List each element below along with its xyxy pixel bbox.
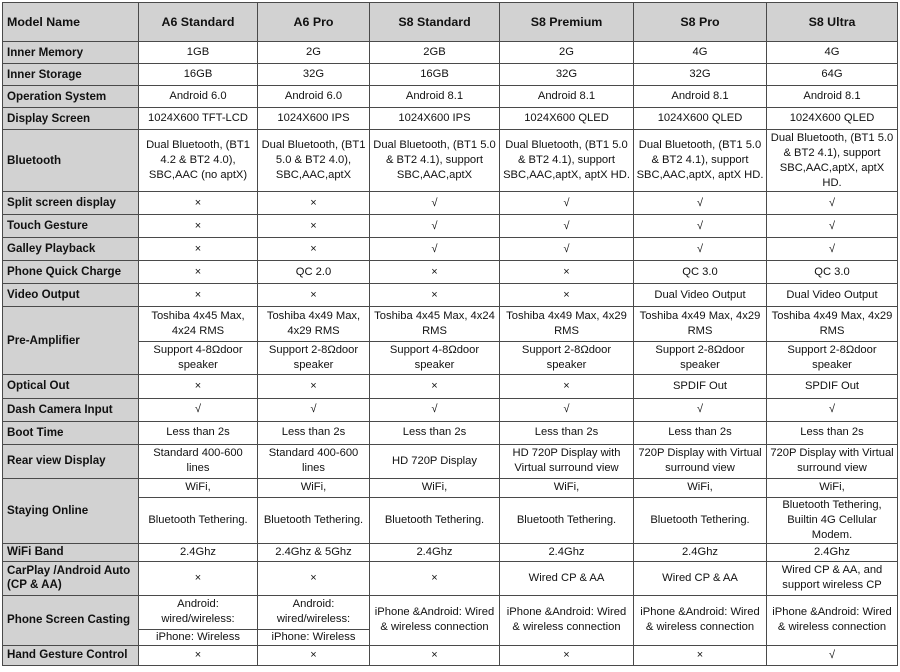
cell: ×	[139, 284, 258, 307]
cell: Android 8.1	[767, 86, 898, 108]
row-label: Touch Gesture	[3, 215, 139, 238]
cell: Android 6.0	[139, 86, 258, 108]
cell: Dual Bluetooth, (BT1 5.0 & BT2 4.1), support SBC,AAC,aptX, aptX HD.	[634, 130, 767, 192]
row-label: Boot Time	[3, 421, 139, 444]
cell: Support 4-8Ωdoor speaker	[370, 342, 500, 375]
cell: Dual Bluetooth, (BT1 5.0 & BT2 4.1), support SBC,AAC,aptX, aptX HD.	[500, 130, 634, 192]
row-label: Phone Quick Charge	[3, 261, 139, 284]
cell: 1024X600 IPS	[258, 108, 370, 130]
cell: √	[634, 215, 767, 238]
cell: WiFi,	[634, 478, 767, 497]
cell: Standard 400-600 lines	[139, 444, 258, 478]
cell: Bluetooth Tethering.	[370, 497, 500, 543]
cell: ×	[258, 561, 370, 595]
cell: √	[634, 238, 767, 261]
row-bluetooth	[3, 130, 898, 192]
cell: iPhone &Android: Wired & wireless connection	[370, 595, 500, 645]
cell: Android 8.1	[370, 86, 500, 108]
model-header-a6-standard: A6 Standard	[139, 3, 258, 42]
model-header-s8-standard: S8 Standard	[370, 3, 500, 42]
cell: ×	[500, 645, 634, 665]
cell: √	[500, 215, 634, 238]
cell: ×	[500, 284, 634, 307]
cell: QC 2.0	[258, 261, 370, 284]
row-carplay	[3, 561, 898, 595]
cell: ×	[139, 375, 258, 398]
cell: 1024X600 QLED	[500, 108, 634, 130]
cell: ×	[258, 215, 370, 238]
cell: Android 8.1	[634, 86, 767, 108]
cell: 16GB	[370, 64, 500, 86]
cell: Dual Bluetooth, (BT1 5.0 & BT2 4.1), support SBC,AAC,aptX	[370, 130, 500, 192]
cell: Dual Video Output	[634, 284, 767, 307]
row-label: WiFi Band	[3, 543, 139, 561]
cell: Less than 2s	[634, 421, 767, 444]
cell: WiFi,	[370, 478, 500, 497]
cell: Android 8.1	[500, 86, 634, 108]
cell: Bluetooth Tethering.	[139, 497, 258, 543]
row-label: CarPlay /Android Auto (CP & AA)	[3, 561, 139, 595]
cell: Support 4-8Ωdoor speaker	[139, 342, 258, 375]
cell: Dual Bluetooth, (BT1 5.0 & BT2 4.1), support SBC,AAC,aptX, aptX HD.	[767, 130, 898, 192]
cell: √	[370, 398, 500, 421]
row-staying-online	[3, 478, 898, 497]
row-label: Pre-Amplifier	[3, 307, 139, 375]
cell: iPhone: Wireless	[258, 629, 370, 645]
cell: Wired CP & AA	[500, 561, 634, 595]
cell: Dual Bluetooth, (BT1 5.0 & BT2 4.0), SBC,AAC,aptX	[258, 130, 370, 192]
cell: √	[370, 238, 500, 261]
cell: 16GB	[139, 64, 258, 86]
row-hand-gesture	[3, 645, 898, 665]
cell: Standard 400-600 lines	[258, 444, 370, 478]
cell: SPDIF Out	[767, 375, 898, 398]
cell: ×	[634, 645, 767, 665]
cell: Toshiba 4x49 Max, 4x29 RMS	[258, 307, 370, 342]
cell: ×	[258, 645, 370, 665]
cell: 2.4Ghz	[500, 543, 634, 561]
cell: 1GB	[139, 42, 258, 64]
cell: 2GB	[370, 42, 500, 64]
model-header-s8-pro: S8 Pro	[634, 3, 767, 42]
cell: Android: wired/wireless:	[258, 595, 370, 629]
row-label: Display Screen	[3, 108, 139, 130]
row-inner-memory	[3, 42, 898, 64]
cell: HD 720P Display	[370, 444, 500, 478]
cell: 720P Display with Virtual surround view	[767, 444, 898, 478]
row-wifi-band	[3, 543, 898, 561]
cell: √	[767, 645, 898, 665]
spec-comparison-table	[2, 2, 898, 666]
cell: √	[634, 192, 767, 215]
cell: WiFi,	[258, 478, 370, 497]
cell: √	[767, 215, 898, 238]
row-operation-system	[3, 86, 898, 108]
cell: 32G	[634, 64, 767, 86]
cell: Bluetooth Tethering.	[258, 497, 370, 543]
cell: √	[258, 398, 370, 421]
row-optical-out	[3, 375, 898, 398]
cell: Toshiba 4x49 Max, 4x29 RMS	[634, 307, 767, 342]
cell: ×	[139, 238, 258, 261]
cell: Wired CP & AA, and support wireless CP	[767, 561, 898, 595]
cell: WiFi,	[500, 478, 634, 497]
cell: Support 2-8Ωdoor speaker	[634, 342, 767, 375]
cell: iPhone &Android: Wired & wireless connection	[634, 595, 767, 645]
cell: QC 3.0	[767, 261, 898, 284]
cell: 2.4Ghz & 5Ghz	[258, 543, 370, 561]
cell: ×	[139, 215, 258, 238]
row-label: Bluetooth	[3, 130, 139, 192]
cell: 2G	[258, 42, 370, 64]
cell: Toshiba 4x45 Max, 4x24 RMS	[139, 307, 258, 342]
cell: ×	[139, 261, 258, 284]
cell: Less than 2s	[767, 421, 898, 444]
row-label: Staying Online	[3, 478, 139, 543]
cell: ×	[370, 284, 500, 307]
cell: Less than 2s	[500, 421, 634, 444]
cell: ×	[370, 375, 500, 398]
cell: Bluetooth Tethering, Builtin 4G Cellular Modem.	[767, 497, 898, 543]
row-galley-playback	[3, 238, 898, 261]
cell: Android: wired/wireless:	[139, 595, 258, 629]
cell: HD 720P Display with Virtual surround view	[500, 444, 634, 478]
row-phone-casting	[3, 595, 898, 629]
header-row	[3, 3, 898, 42]
cell: √	[500, 398, 634, 421]
cell: WiFi,	[767, 478, 898, 497]
row-display-screen	[3, 108, 898, 130]
row-video-output	[3, 284, 898, 307]
row-label: Video Output	[3, 284, 139, 307]
cell: Less than 2s	[258, 421, 370, 444]
row-label: Inner Storage	[3, 64, 139, 86]
cell: SPDIF Out	[634, 375, 767, 398]
cell: ×	[370, 561, 500, 595]
cell: Dual Video Output	[767, 284, 898, 307]
cell: 720P Display with Virtual surround view	[634, 444, 767, 478]
cell: √	[500, 192, 634, 215]
cell: √	[139, 398, 258, 421]
row-label: Phone Screen Casting	[3, 595, 139, 645]
cell: Dual Bluetooth, (BT1 4.2 & BT2 4.0), SBC,AAC (no aptX)	[139, 130, 258, 192]
cell: Less than 2s	[139, 421, 258, 444]
row-label: Galley Playback	[3, 238, 139, 261]
cell: 4G	[767, 42, 898, 64]
row-pre-amplifier	[3, 307, 898, 342]
cell: 64G	[767, 64, 898, 86]
cell: Bluetooth Tethering.	[500, 497, 634, 543]
cell: iPhone &Android: Wired & wireless connection	[767, 595, 898, 645]
cell: Support 2-8Ωdoor speaker	[767, 342, 898, 375]
cell: QC 3.0	[634, 261, 767, 284]
cell: 1024X600 TFT-LCD	[139, 108, 258, 130]
row-label: Dash Camera Input	[3, 398, 139, 421]
cell: √	[500, 238, 634, 261]
cell: Less than 2s	[370, 421, 500, 444]
row-boot-time	[3, 421, 898, 444]
row-split-screen	[3, 192, 898, 215]
cell: Toshiba 4x45 Max, 4x24 RMS	[370, 307, 500, 342]
cell: ×	[139, 561, 258, 595]
cell: 4G	[634, 42, 767, 64]
cell: Support 2-8Ωdoor speaker	[500, 342, 634, 375]
row-label: Split screen display	[3, 192, 139, 215]
cell: 32G	[500, 64, 634, 86]
cell: Android 6.0	[258, 86, 370, 108]
row-label: Hand Gesture Control	[3, 645, 139, 665]
cell: 2.4Ghz	[370, 543, 500, 561]
model-header-s8-ultra: S8 Ultra	[767, 3, 898, 42]
cell: ×	[500, 261, 634, 284]
row-label: Operation System	[3, 86, 139, 108]
cell: ×	[370, 261, 500, 284]
cell: √	[767, 398, 898, 421]
cell: 1024X600 QLED	[634, 108, 767, 130]
cell: iPhone: Wireless	[139, 629, 258, 645]
cell: Toshiba 4x49 Max, 4x29 RMS	[767, 307, 898, 342]
cell: Bluetooth Tethering.	[634, 497, 767, 543]
row-touch-gesture	[3, 215, 898, 238]
model-header-a6-pro: A6 Pro	[258, 3, 370, 42]
cell: Support 2-8Ωdoor speaker	[258, 342, 370, 375]
cell: ×	[258, 192, 370, 215]
cell: 2G	[500, 42, 634, 64]
cell: 32G	[258, 64, 370, 86]
cell: √	[370, 192, 500, 215]
cell: ×	[258, 284, 370, 307]
row-rear-view	[3, 444, 898, 478]
cell: 2.4Ghz	[634, 543, 767, 561]
cell: WiFi,	[139, 478, 258, 497]
row-label: Optical Out	[3, 375, 139, 398]
cell: Wired CP & AA	[634, 561, 767, 595]
cell: ×	[370, 645, 500, 665]
cell: 1024X600 IPS	[370, 108, 500, 130]
cell: 2.4Ghz	[767, 543, 898, 561]
row-phone-quick-charge	[3, 261, 898, 284]
cell: Toshiba 4x49 Max, 4x29 RMS	[500, 307, 634, 342]
row-label: Inner Memory	[3, 42, 139, 64]
cell: 2.4Ghz	[139, 543, 258, 561]
row-inner-storage	[3, 64, 898, 86]
cell: ×	[258, 375, 370, 398]
cell: 1024X600 QLED	[767, 108, 898, 130]
cell: √	[767, 238, 898, 261]
row-label: Rear view Display	[3, 444, 139, 478]
cell: ×	[139, 192, 258, 215]
cell: ×	[258, 238, 370, 261]
model-name-header: Model Name	[3, 3, 139, 42]
cell: √	[634, 398, 767, 421]
cell: √	[767, 192, 898, 215]
cell: ×	[500, 375, 634, 398]
cell: ×	[139, 645, 258, 665]
cell: iPhone &Android: Wired & wireless connection	[500, 595, 634, 645]
model-header-s8-premium: S8 Premium	[500, 3, 634, 42]
row-dash-camera	[3, 398, 898, 421]
cell: √	[370, 215, 500, 238]
